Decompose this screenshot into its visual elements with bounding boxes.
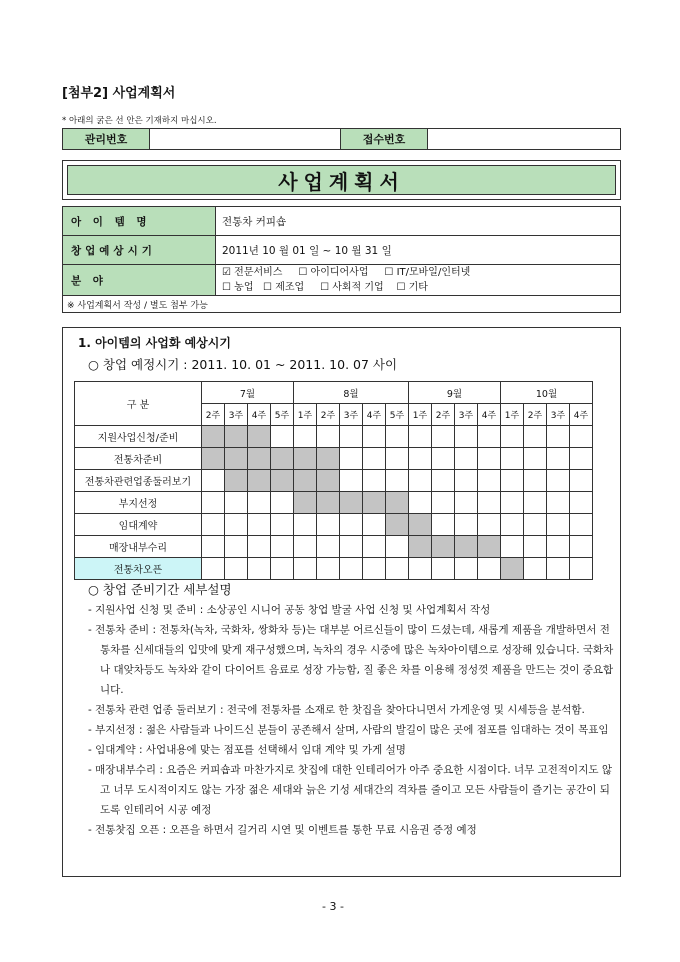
gantt-cell-filled [317, 492, 340, 514]
gantt-cell [225, 536, 248, 558]
detail-item: - 전통차 준비 : 전통차(녹차, 국화차, 쌍화차 등)는 대부분 어르신들이 많이 드셨는데, 새롭게 제품을 개발하면서 전통차를 신세대들의 입맛에 맞게 재구성했으며, 녹차의 경우 시중에 많은 녹차아이템으로 성장해 있습니다. 국화차나 대앚차등도 녹차와 같이 다이어트 음료로 성장 가능함, 질 좋은 차를 이용해 정성껏 제품을 만드는 것이 중요합니다. [88, 624, 614, 696]
gantt-cell [271, 558, 294, 580]
gantt-cell [340, 470, 363, 492]
footnote: ※ 사업계획서 작성 / 별도 첨부 가능 [63, 296, 621, 313]
gantt-cell [340, 558, 363, 580]
gantt-cell [202, 514, 225, 536]
gantt-week-header: 4주 [363, 404, 386, 426]
gantt-cell [501, 426, 524, 448]
gantt-cell [524, 558, 547, 580]
gantt-month-header: 9월 [409, 382, 501, 404]
gantt-cell [340, 536, 363, 558]
gantt-cell [455, 426, 478, 448]
gantt-cell [225, 558, 248, 580]
gantt-task-name: 매장내부수리 [75, 536, 202, 558]
gantt-cell-filled [294, 448, 317, 470]
category-option: 사회적 기업 [332, 282, 384, 293]
gantt-cell [432, 514, 455, 536]
mgmt-number-value [150, 129, 341, 150]
checkbox-icon[interactable]: ☐ [384, 267, 394, 278]
gantt-cell [317, 426, 340, 448]
gantt-cell-filled [225, 426, 248, 448]
title-box [62, 160, 621, 200]
checkbox-icon[interactable]: ☐ [396, 282, 406, 293]
gantt-cell [225, 492, 248, 514]
gantt-week-header: 3주 [455, 404, 478, 426]
gantt-cell-filled [202, 426, 225, 448]
gantt-row [75, 470, 593, 492]
gantt-cell [478, 558, 501, 580]
category-options [216, 265, 621, 296]
gantt-cell-filled [478, 536, 501, 558]
detail-item: - 전통찻집 오픈 : 오픈을 하면서 길거리 시연 및 이벤트를 통한 무료 시음권 증정 예정 [88, 824, 477, 836]
gantt-row [75, 448, 593, 470]
gantt-cell-filled [386, 514, 409, 536]
gantt-cell [455, 470, 478, 492]
gantt-cell [478, 514, 501, 536]
gantt-week-header: 2주 [317, 404, 340, 426]
gantt-week-header: 3주 [340, 404, 363, 426]
gantt-cell [248, 536, 271, 558]
gantt-week-header: 4주 [478, 404, 501, 426]
gantt-week-header: 4주 [570, 404, 593, 426]
gantt-cell [409, 470, 432, 492]
detail-item: - 매장내부수리 : 요즘은 커피숍과 마찬가지로 찻집에 대한 인테리어가 아주 중요한 시점이다. 너무 고전적이지도 않고 너무 도시적이지도 않는 가장 젊은 세대와 늙은 기성 세대간의 격차를 줄이고 모든 사람들이 즐기는 공간이 되도록 인테리어 시공 예정 [88, 764, 612, 816]
gantt-cell [386, 558, 409, 580]
gantt-cell [570, 448, 593, 470]
gantt-cell [202, 492, 225, 514]
gantt-cell [570, 426, 593, 448]
gantt-cell [524, 536, 547, 558]
detail-item: - 임대계약 : 사업내용에 맞는 점포를 선택해서 임대 계약 및 가게 설명 [88, 744, 406, 756]
gantt-cell [478, 448, 501, 470]
gantt-cell [501, 514, 524, 536]
gantt-cell [363, 448, 386, 470]
gantt-cell-filled [202, 448, 225, 470]
gantt-task-name: 전통차관련업종둘러보기 [75, 470, 202, 492]
gantt-cell-filled [294, 492, 317, 514]
gantt-cell [248, 492, 271, 514]
gantt-cell [363, 536, 386, 558]
gantt-cell [432, 558, 455, 580]
receipt-number-label: 접수번호 [341, 129, 428, 150]
gantt-cell [386, 426, 409, 448]
gantt-cell [363, 470, 386, 492]
gantt-cell [570, 514, 593, 536]
gantt-cell-filled [225, 448, 248, 470]
gantt-cell [432, 470, 455, 492]
gantt-cell [340, 448, 363, 470]
period-label: 창업예상시기 [63, 236, 216, 265]
gantt-cell [432, 426, 455, 448]
gantt-cell [271, 426, 294, 448]
gantt-row [75, 514, 593, 536]
category-label: 분 야 [63, 265, 216, 296]
category-option: 기타 [408, 282, 428, 293]
gantt-cell [409, 492, 432, 514]
gantt-cell [524, 492, 547, 514]
category-option: 농업 [234, 282, 254, 293]
gantt-cell [570, 492, 593, 514]
gantt-cell [202, 536, 225, 558]
gantt-cell [478, 470, 501, 492]
gantt-week-header: 2주 [524, 404, 547, 426]
gantt-cell [363, 426, 386, 448]
gantt-cell [271, 492, 294, 514]
document-title: 사업계획서 [67, 165, 616, 195]
gantt-row [75, 536, 593, 558]
gantt-cell [271, 514, 294, 536]
gantt-cell [455, 514, 478, 536]
category-option: 아이디어사업 [310, 267, 369, 278]
gantt-cell [524, 448, 547, 470]
category-option: 제조업 [275, 282, 305, 293]
gantt-cell [363, 558, 386, 580]
gantt-cell [363, 514, 386, 536]
gantt-cell-filled [317, 470, 340, 492]
gantt-cell-filled [248, 426, 271, 448]
gantt-cell [547, 514, 570, 536]
gantt-cell [570, 558, 593, 580]
gantt-task-name: 전통차오픈 [75, 558, 202, 580]
gantt-cell [547, 558, 570, 580]
gantt-cell [501, 470, 524, 492]
gantt-cell-filled [455, 536, 478, 558]
gantt-cell [340, 514, 363, 536]
gantt-month-header: 10월 [501, 382, 593, 404]
schedule-gantt-table [74, 381, 593, 580]
gantt-row [75, 492, 593, 514]
info-table [62, 206, 621, 313]
checkbox-icon[interactable]: ☐ [298, 267, 308, 278]
mgmt-number-label: 관리번호 [63, 129, 150, 150]
gantt-cell-filled [271, 448, 294, 470]
period-value: 2011년 10 월 01 일 ~ 10 월 31 일 [216, 236, 621, 265]
gantt-cell [455, 448, 478, 470]
gantt-cell [271, 536, 294, 558]
gantt-cell [294, 558, 317, 580]
gantt-cell-filled [248, 470, 271, 492]
detail-item: - 지원사업 신청 및 준비 : 소상공인 시니어 공동 창업 발굴 사업 신청 및 사업계획서 작성 [88, 604, 491, 616]
gantt-cell-filled [317, 448, 340, 470]
category-option: 전문서비스 [234, 267, 283, 278]
gantt-cell [547, 448, 570, 470]
gantt-week-header: 5주 [386, 404, 409, 426]
gantt-cell [386, 448, 409, 470]
gantt-cell-filled [363, 492, 386, 514]
gantt-cell [478, 426, 501, 448]
gantt-cell [478, 492, 501, 514]
gantt-cell [432, 492, 455, 514]
gantt-row [75, 426, 593, 448]
gantt-cell [317, 514, 340, 536]
detail-list [88, 600, 618, 840]
checkbox-icon[interactable]: ☐ [320, 282, 330, 293]
detail-item: - 부지선정 : 젊은 사람들과 나이드신 분들이 공존해서 살며, 사람의 발길이 많은 곳에 점포를 임대하는 것이 목표임 [88, 724, 609, 736]
gantt-cell [202, 470, 225, 492]
gantt-cell [455, 558, 478, 580]
gantt-week-header: 2주 [202, 404, 225, 426]
gantt-cell [294, 514, 317, 536]
gantt-cell-filled [386, 492, 409, 514]
receipt-number-value [428, 129, 621, 150]
gantt-cell [524, 514, 547, 536]
gantt-cell [386, 470, 409, 492]
gantt-task-name: 지원사업신청/준비 [75, 426, 202, 448]
gantt-cell-filled [409, 514, 432, 536]
item-name-value: 전통차 커피숍 [216, 207, 621, 236]
gantt-cell [432, 448, 455, 470]
gantt-week-header: 5주 [271, 404, 294, 426]
gantt-cell [248, 514, 271, 536]
detail-item: - 전통차 관련 업종 둘러보기 : 전국에 전통차를 소재로 한 찻집을 찾아다니면서 가게운영 및 시세등을 분석함. [88, 704, 585, 716]
gantt-cell [409, 426, 432, 448]
item-name-label: 아 이 템 명 [63, 207, 216, 236]
gantt-cell [409, 448, 432, 470]
gantt-row [75, 558, 593, 580]
gantt-cell-filled [340, 492, 363, 514]
page-number: - 3 - [322, 900, 344, 913]
gantt-week-header: 3주 [547, 404, 570, 426]
gantt-cell [501, 448, 524, 470]
gantt-task-name: 임대계약 [75, 514, 202, 536]
gantt-cell [317, 536, 340, 558]
gantt-cell [317, 558, 340, 580]
gantt-cell [570, 470, 593, 492]
gantt-week-header: 1주 [409, 404, 432, 426]
gantt-header-label: 구 분 [75, 382, 202, 426]
gantt-cell [524, 470, 547, 492]
gantt-task-name: 부지선정 [75, 492, 202, 514]
gantt-cell [547, 492, 570, 514]
gantt-task-name: 전통차준비 [75, 448, 202, 470]
section-1-subtitle-2: ○ 창업 준비기간 세부설명 [88, 582, 232, 597]
gantt-cell [248, 558, 271, 580]
instruction-note: * 아래의 굵은 선 안은 기재하지 마십시오. [62, 116, 217, 126]
checkbox-checked-icon[interactable]: ☑ [222, 267, 231, 278]
attachment-label: [첨부2] 사업계획서 [62, 86, 176, 101]
gantt-cell-filled [432, 536, 455, 558]
checkbox-icon[interactable]: ☐ [222, 282, 231, 293]
gantt-week-header: 1주 [501, 404, 524, 426]
section-1-title: 1. 아이템의 사업화 예상시기 [78, 336, 231, 350]
gantt-week-header: 1주 [294, 404, 317, 426]
gantt-cell-filled [248, 448, 271, 470]
gantt-cell [524, 426, 547, 448]
checkbox-icon[interactable]: ☐ [263, 282, 272, 293]
gantt-month-header: 7월 [202, 382, 294, 404]
gantt-cell [409, 558, 432, 580]
gantt-cell [570, 536, 593, 558]
gantt-cell [547, 470, 570, 492]
gantt-cell [501, 492, 524, 514]
section-1-subtitle: ○ 창업 예정시기 : 2011. 10. 01 ~ 2011. 10. 07 사이 [88, 357, 398, 372]
gantt-cell [501, 536, 524, 558]
gantt-cell [294, 536, 317, 558]
category-option: IT/모바일/인터넷 [396, 267, 471, 278]
registration-table [62, 128, 621, 150]
gantt-cell [455, 492, 478, 514]
gantt-cell [340, 426, 363, 448]
gantt-month-header: 8월 [294, 382, 409, 404]
gantt-week-header: 2주 [432, 404, 455, 426]
gantt-cell [547, 536, 570, 558]
gantt-cell [386, 536, 409, 558]
gantt-cell-filled [501, 558, 524, 580]
gantt-week-header: 4주 [248, 404, 271, 426]
gantt-cell [225, 514, 248, 536]
gantt-cell-filled [271, 470, 294, 492]
gantt-cell [202, 558, 225, 580]
gantt-week-header: 3주 [225, 404, 248, 426]
gantt-cell-filled [409, 536, 432, 558]
gantt-cell-filled [294, 470, 317, 492]
gantt-cell [294, 426, 317, 448]
gantt-cell-filled [225, 470, 248, 492]
gantt-cell [547, 426, 570, 448]
